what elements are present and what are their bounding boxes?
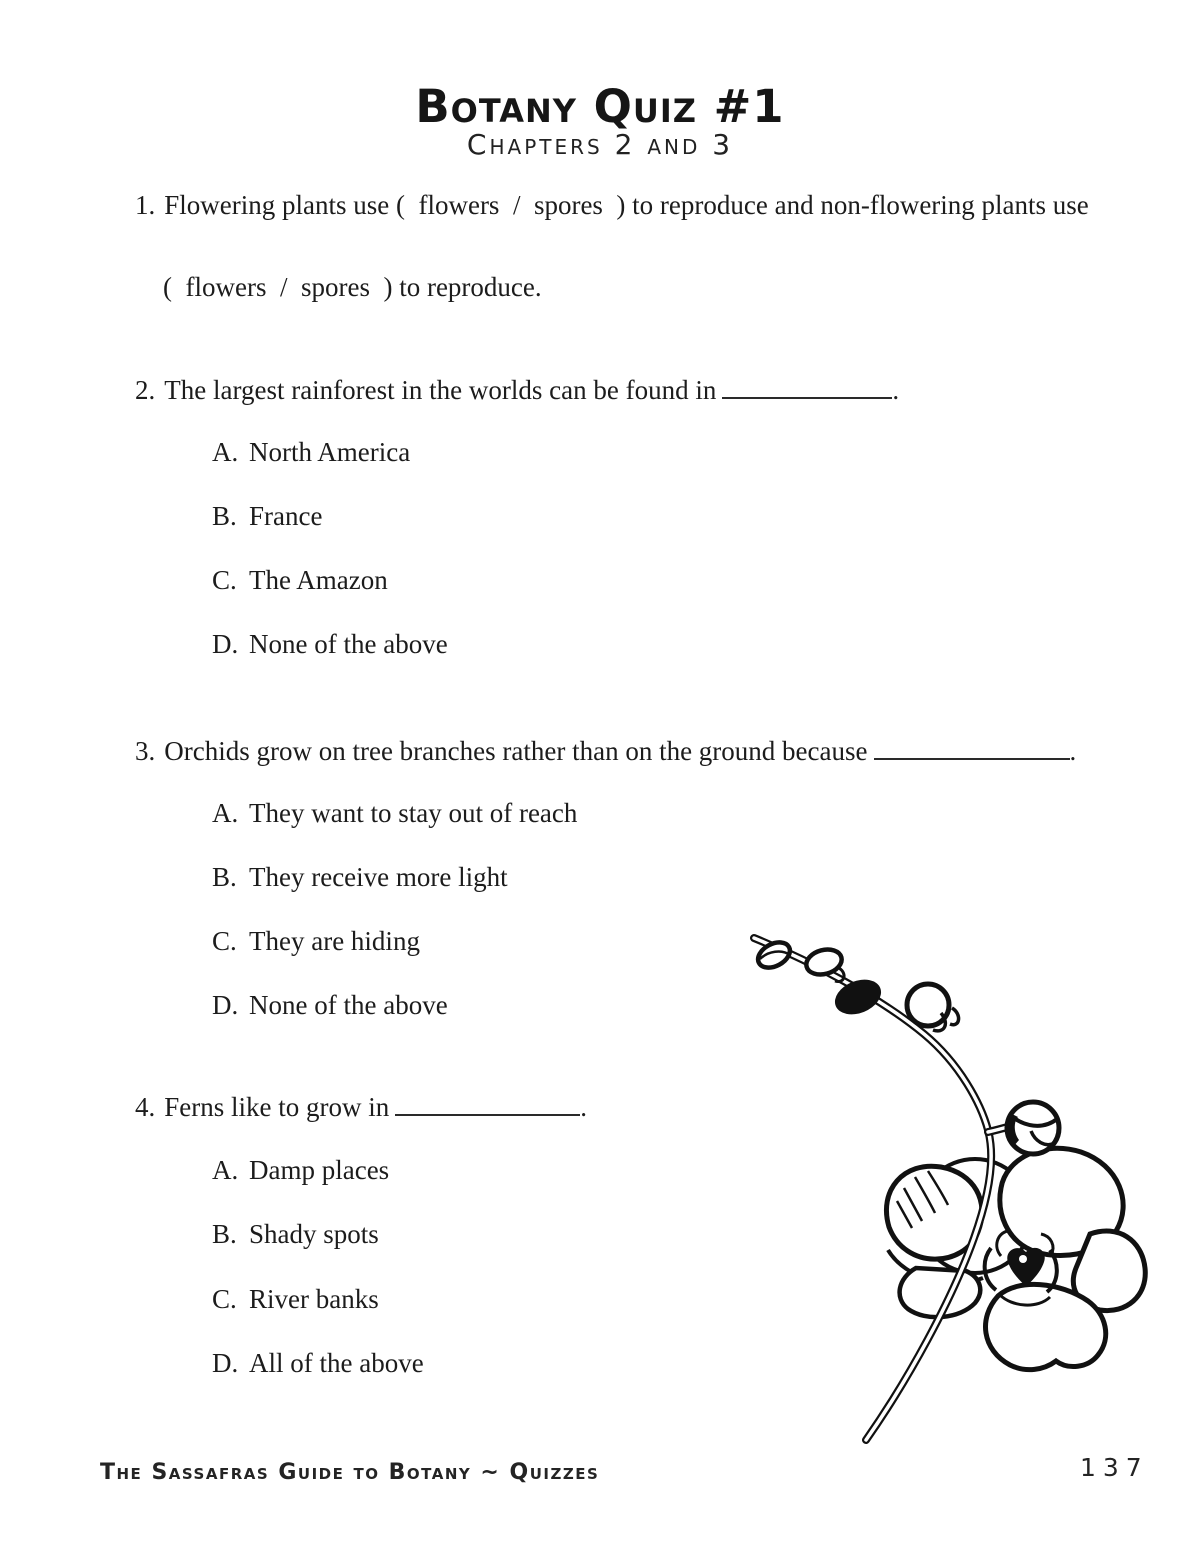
option-letter: A. (212, 1155, 239, 1185)
option-letter: B. (212, 862, 237, 892)
option-text: The Amazon (249, 565, 388, 595)
option-text: They receive more light (249, 862, 508, 892)
question-4-option-d (212, 1348, 424, 1379)
question-4-option-a (212, 1155, 389, 1186)
question-2-text: The largest rainforest in the worlds can be found in (164, 374, 717, 405)
option-text: River banks (249, 1284, 379, 1314)
option-letter: D. (212, 629, 239, 659)
page-number: 137 (1080, 1453, 1149, 1482)
question-2-option-c (212, 565, 388, 596)
page-title: Botany Quiz #1 (415, 80, 785, 133)
question-2-option-a (212, 437, 410, 468)
question-2-option-d (212, 629, 448, 660)
question-2 (135, 374, 899, 406)
option-letter: D. (212, 990, 239, 1020)
question-4-option-b (212, 1219, 379, 1250)
question-3-option-d (212, 990, 448, 1021)
option-text: France (249, 501, 323, 531)
question-1-number: 1. (135, 190, 156, 220)
option-text: They want to stay out of reach (249, 798, 578, 828)
option-text: Shady spots (249, 1219, 379, 1249)
question-3-period: . (1069, 735, 1077, 766)
answer-blank (395, 1091, 580, 1116)
footer-text: The Sassafras Guide to Botany ~ Quizzes (100, 1460, 600, 1485)
question-1-line-2 (163, 272, 542, 303)
option-text: North America (249, 437, 411, 467)
question-1-line-1 (135, 190, 1089, 221)
option-letter: B. (212, 501, 237, 531)
question-4-period: . (580, 1091, 587, 1122)
option-letter: C. (212, 1284, 237, 1314)
option-letter: C. (212, 926, 237, 956)
option-letter: B. (212, 1219, 237, 1249)
answer-blank (874, 735, 1070, 760)
option-letter: A. (212, 798, 239, 828)
option-text: Damp places (249, 1155, 390, 1185)
question-3-number: 3. (135, 735, 156, 766)
question-3-option-c (212, 926, 420, 957)
option-text: They are hiding (249, 926, 420, 956)
question-3-text: Orchids grow on tree branches rather than on the ground because (164, 735, 868, 766)
option-text: None of the above (249, 629, 448, 659)
question-2-number: 2. (135, 374, 156, 405)
question-4-text: Ferns like to grow in (164, 1091, 390, 1122)
question-1-text-continued: ( flowers / spores ) to reproduce. (163, 272, 542, 302)
question-4-option-c (212, 1284, 379, 1315)
option-letter: D. (212, 1348, 239, 1378)
question-1-text: Flowering plants use ( flowers / spores ) to reproduce and non-flowering plants use (164, 190, 1089, 220)
option-text: All of the above (249, 1348, 424, 1378)
option-letter: A. (212, 437, 239, 467)
question-3 (135, 735, 1076, 767)
question-3-option-a (212, 798, 577, 829)
question-3-option-b (212, 862, 508, 893)
question-4-number: 4. (135, 1091, 156, 1122)
option-letter: C. (212, 565, 237, 595)
orchid-illustration (738, 918, 1158, 1448)
answer-blank (722, 374, 892, 399)
question-2-option-b (212, 501, 322, 532)
page-subtitle: Chapters 2 and 3 (466, 128, 734, 161)
question-2-period: . (892, 374, 900, 405)
question-4 (135, 1091, 587, 1123)
option-text: None of the above (249, 990, 448, 1020)
